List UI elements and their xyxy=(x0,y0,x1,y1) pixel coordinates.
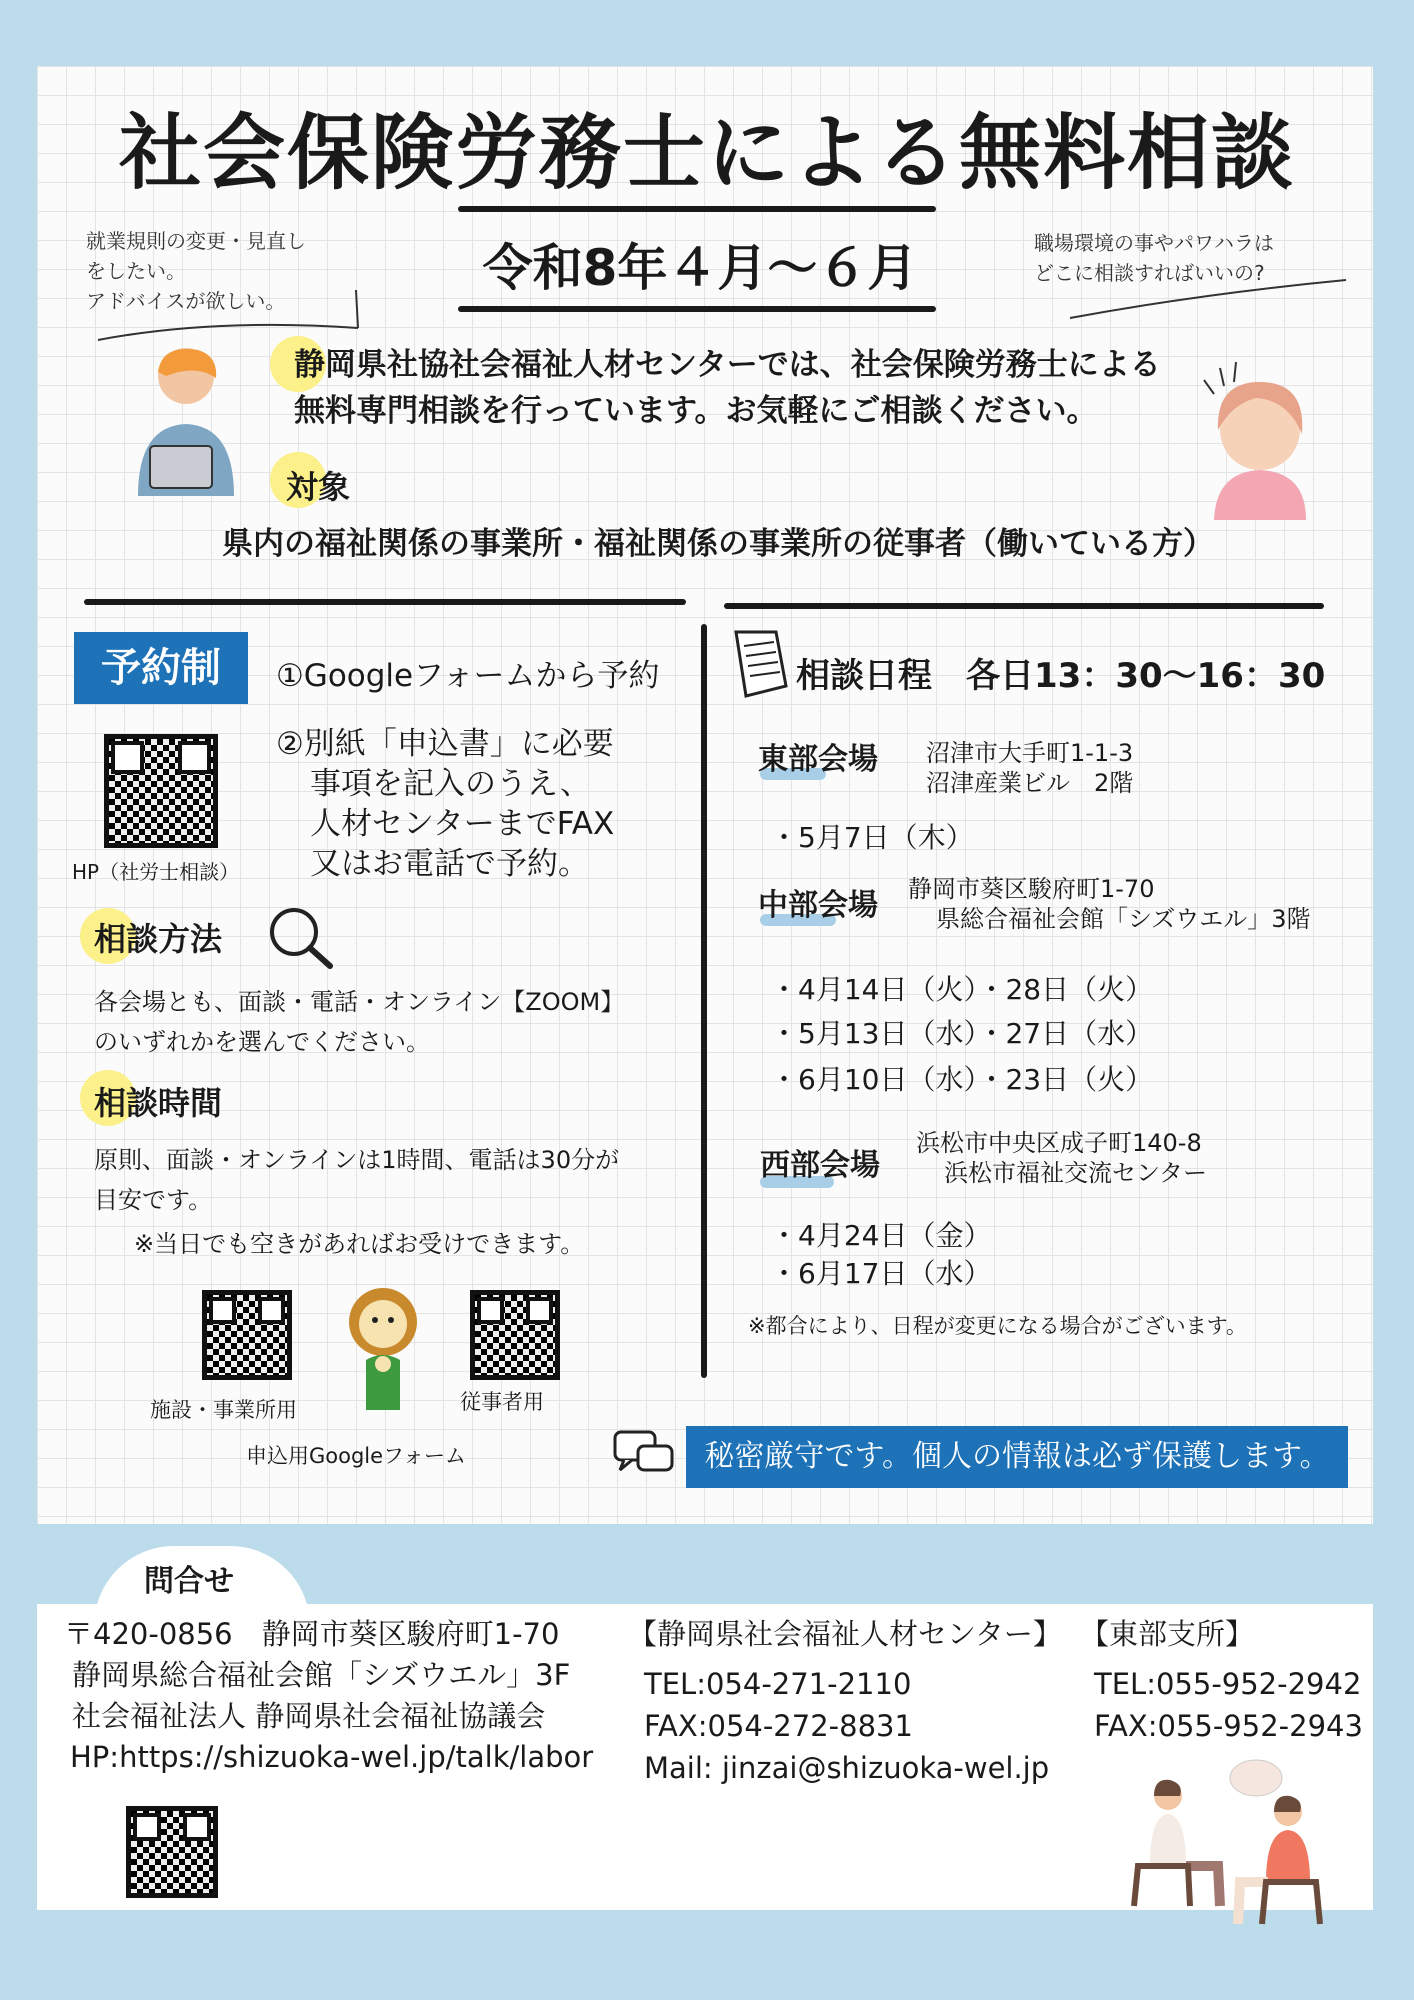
speech-bubble-right: 職場環境の事やパワハラは どこに相談すればいいの? xyxy=(1034,231,1274,285)
central-date: ・6月10日（水）・23日（火） xyxy=(770,1063,1154,1096)
reservation-badge: 予約制 xyxy=(74,632,248,704)
privacy-banner: 秘密厳守です。個人の情報は必ず保護します。 xyxy=(686,1426,1348,1488)
schedule-heading: 相談日程 各日13：30～16：30 xyxy=(796,656,1326,696)
west-venue-name: 西部会場 xyxy=(760,1148,880,1183)
center-tel: TEL:054-271-2110 xyxy=(644,1667,912,1701)
schedule-note: ※都合により、日程が変更になる場合がございます。 xyxy=(748,1314,1247,1338)
west-venue-address: 浜松市中央区成子町140-8 浜松市福祉交流センター xyxy=(916,1129,1208,1187)
target-heading: 対象 xyxy=(286,468,351,506)
east-venue-name: 東部会場 xyxy=(758,742,878,777)
method-text: 各会場とも、面談・電話・オンライン【ZOOM】 のいずれかを選んでください。 xyxy=(94,988,625,1056)
qr-label: HP（社労士相談） xyxy=(72,860,240,884)
intro-text: 静岡県社協社会福祉人材センターでは、社会保険労務士による 無料専門相談を行っています。お気軽にご相談ください。 xyxy=(294,347,1161,429)
central-date: ・5月13日（水）・27日（水） xyxy=(770,1017,1154,1050)
east-branch-fax: FAX:055-952-2943 xyxy=(1094,1709,1363,1743)
hp-qr-code[interactable] xyxy=(104,734,218,848)
worker-form-qr-code[interactable] xyxy=(470,1290,560,1380)
divider xyxy=(724,603,1324,609)
magnifier-icon xyxy=(266,904,336,970)
central-date: ・4月14日（火）・28日（火） xyxy=(770,973,1154,1006)
center-fax: FAX:054-272-8831 xyxy=(644,1709,913,1743)
period: 令和8年４月～６月 xyxy=(482,239,918,297)
time-note: ※当日でも空きがあればお受けできます。 xyxy=(134,1230,585,1258)
target-text: 県内の福祉関係の事業所・福祉関係の事業所の従事者（働いている方） xyxy=(222,526,1214,562)
east-branch-heading: 【東部支所】 xyxy=(1080,1617,1255,1651)
contact-qr-code[interactable] xyxy=(126,1806,218,1898)
man-with-laptop-icon xyxy=(126,346,246,506)
time-text: 原則、面談・オンラインは1時間、電話は30分が 目安です。 xyxy=(94,1146,620,1214)
reservation-step-2: ②別紙「申込書」に必要 事項を記入のうえ、 人材センターまでFAX 又はお電話で予約。 xyxy=(276,726,615,882)
chat-bubble-icon xyxy=(612,1428,676,1480)
lion-mascot-icon xyxy=(344,1286,422,1410)
east-branch-tel: TEL:055-952-2942 xyxy=(1094,1667,1362,1701)
page-title: 社会保険労務士による無料相談 xyxy=(118,106,1295,201)
contact-address: 〒420-0856 静岡市葵区駿府町1-70 静岡県総合福祉会館「シズウエル」3F 社会福祉法人 静岡県社会福祉協議会 HP:https://shizuoka-wel.jp/talk/labor xyxy=(64,1614,593,1778)
worried-woman-icon xyxy=(1196,360,1326,520)
two-people-talking-icon xyxy=(1128,1756,1328,1940)
worker-form-label: 従事者用 xyxy=(460,1390,544,1414)
document-icon xyxy=(724,628,790,700)
center-heading: 【静岡県社会福祉人材センター】 xyxy=(628,1617,1062,1651)
hp-link[interactable]: HP:https://shizuoka-wel.jp/talk/labor xyxy=(70,1740,594,1774)
divider xyxy=(458,206,936,212)
facility-form-qr-code[interactable] xyxy=(202,1290,292,1380)
center-mail[interactable]: Mail: jinzai@shizuoka-wel.jp xyxy=(644,1751,1050,1785)
east-venue-address: 沼津市大手町1-1-3 沼津産業ビル 2階 xyxy=(926,739,1134,797)
central-venue-name: 中部会場 xyxy=(758,888,878,923)
west-date: ・6月17日（水） xyxy=(770,1257,992,1290)
form-caption: 申込用Googleフォーム xyxy=(246,1444,467,1468)
bubble-line-right xyxy=(1060,268,1350,328)
central-venue-address: 静岡市葵区駿府町1-70 県総合福祉会館「シズウエル」3階 xyxy=(908,875,1311,933)
contact-tab-label: 問合せ xyxy=(144,1564,234,1599)
speech-bubble-left: 就業規則の変更・見直し をしたい。 アドバイスが欲しい。 xyxy=(86,229,306,313)
time-heading: 相談時間 xyxy=(94,1084,223,1122)
west-date: ・4月24日（金） xyxy=(770,1219,992,1252)
divider xyxy=(458,306,936,312)
east-date: ・5月7日（木） xyxy=(770,821,974,854)
column-divider xyxy=(701,624,707,1378)
facility-form-label: 施設・事業所用 xyxy=(150,1398,297,1422)
reservation-step-1: ①Googleフォームから予約 xyxy=(276,658,660,694)
method-heading: 相談方法 xyxy=(94,920,223,958)
divider xyxy=(84,599,686,605)
